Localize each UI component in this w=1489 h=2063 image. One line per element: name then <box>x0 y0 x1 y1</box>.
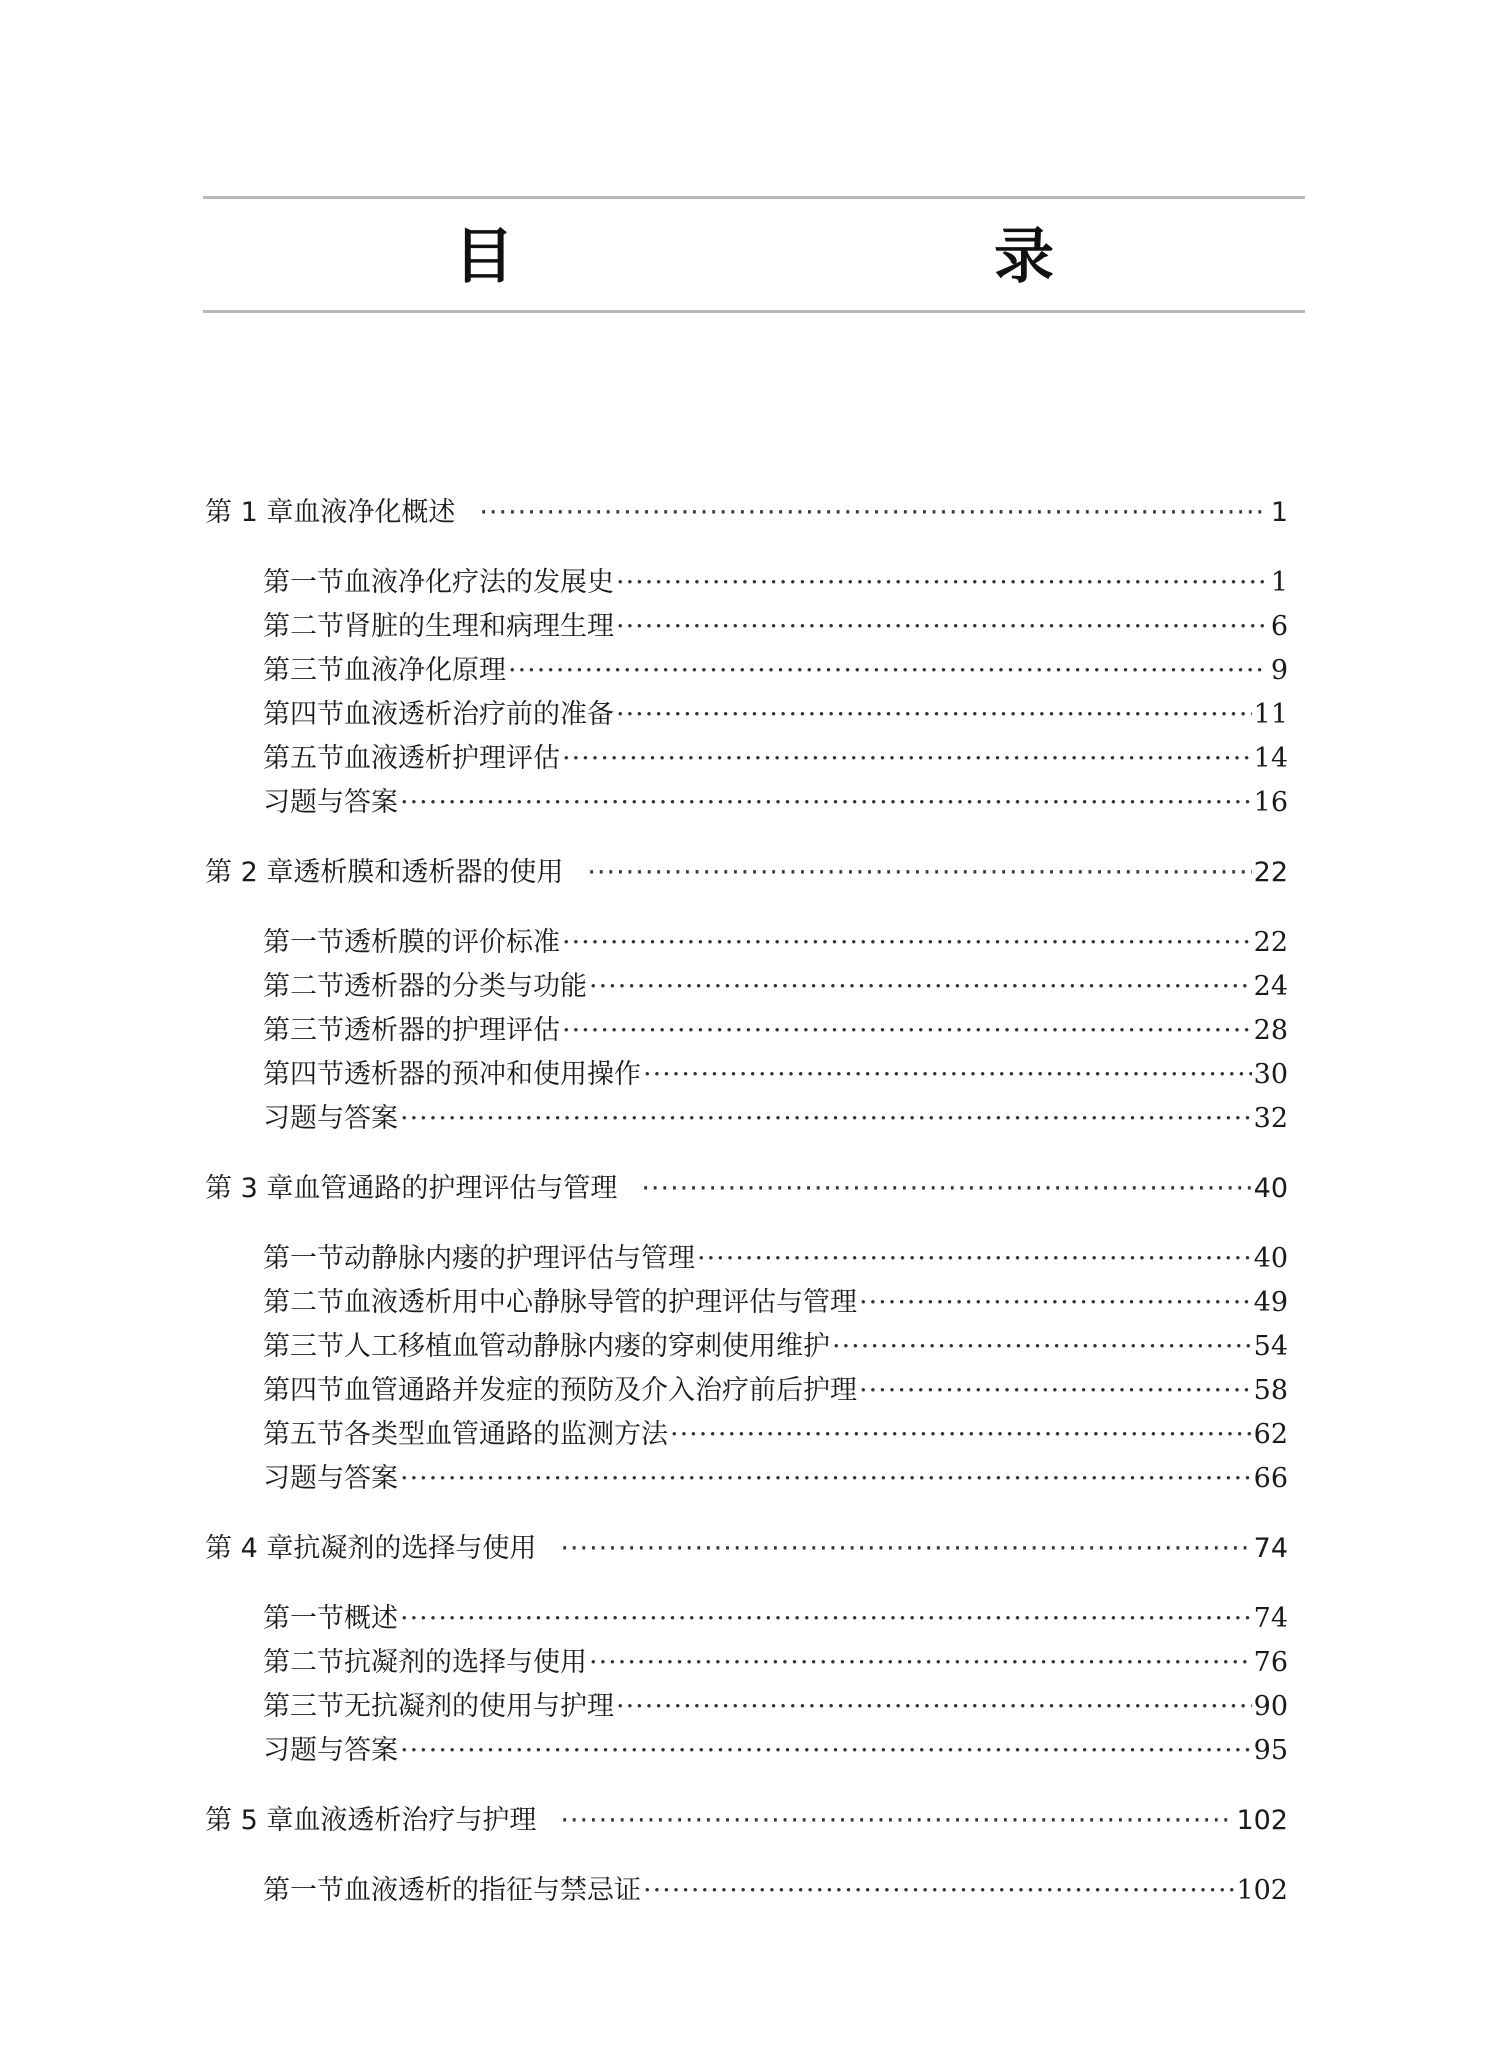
toc-section-entry[interactable] <box>263 1462 1288 1496</box>
toc-leader-dots <box>589 1646 1252 1680</box>
toc-entry-title: 习题与答案 <box>263 1103 398 1134</box>
toc-page-number: 66 <box>1253 1463 1288 1494</box>
toc-entry-label: 第三节 <box>263 655 344 686</box>
toc-section-entry[interactable] <box>263 970 1288 1004</box>
toc-section-entry[interactable] <box>263 1058 1288 1092</box>
toc-page-number: 62 <box>1253 1419 1288 1450</box>
toc-leader-dots <box>560 1532 1251 1566</box>
toc-section-entry[interactable] <box>263 786 1288 820</box>
toc-leader-dots <box>697 1242 1252 1276</box>
toc-page-number: 22 <box>1253 927 1288 958</box>
toc-entry-title: 血液透析护理评估 <box>344 743 560 774</box>
toc-leader-dots <box>832 1330 1252 1364</box>
toc-page-number: 28 <box>1253 1015 1288 1046</box>
toc-page-number: 1 <box>1270 497 1288 528</box>
toc-entry-title: 习题与答案 <box>263 787 398 818</box>
toc-section-entry[interactable] <box>263 1602 1288 1636</box>
toc-section-entry[interactable] <box>263 1418 1288 1452</box>
toc-entry-label: 第二节 <box>263 1647 344 1678</box>
toc-entry-title: 血液净化概述 <box>293 497 456 528</box>
toc-section-entry[interactable] <box>263 1102 1288 1136</box>
toc-chapter-entry[interactable] <box>205 856 1288 890</box>
toc-entry-label: 第四节 <box>263 699 344 730</box>
toc-entry-title: 无抗凝剂的使用与护理 <box>344 1691 614 1722</box>
toc-section-entry[interactable] <box>263 698 1288 732</box>
page-title: 目 录 <box>454 222 1174 292</box>
toc-entry-label: 第 2 章 <box>205 857 294 888</box>
toc-page-number: 1 <box>1270 567 1288 598</box>
toc-page-number: 90 <box>1253 1691 1288 1722</box>
toc-entry-label: 第一节 <box>263 567 344 598</box>
toc-page-number: 24 <box>1253 971 1288 1002</box>
toc-entry-label: 第 1 章 <box>205 497 294 528</box>
toc-section-entry[interactable] <box>263 1330 1288 1364</box>
toc-entry-label: 第四节 <box>263 1059 344 1090</box>
toc-leader-dots <box>562 926 1252 960</box>
toc-leader-dots <box>479 496 1266 530</box>
toc-leader-dots <box>859 1286 1252 1320</box>
toc-entry-label: 第一节 <box>263 927 344 958</box>
toc-leader-dots <box>616 566 1266 600</box>
toc-entry-title: 血管通路并发症的预防及介入治疗前后护理 <box>344 1375 857 1406</box>
toc-entry-title: 血液透析的指征与禁忌证 <box>344 1875 641 1906</box>
toc-leader-dots <box>400 1462 1252 1496</box>
toc-leader-dots <box>508 654 1266 688</box>
toc-page-number: 6 <box>1270 611 1288 642</box>
toc-entry-label: 第五节 <box>263 743 344 774</box>
toc-entry-title: 概述 <box>344 1603 398 1634</box>
toc-entry-title: 透析膜和透析器的使用 <box>293 857 564 888</box>
toc-entry-title: 透析器的预冲和使用操作 <box>344 1059 641 1090</box>
toc-section-entry[interactable] <box>263 1374 1288 1408</box>
toc-leader-dots <box>400 786 1252 820</box>
toc-page-number: 40 <box>1253 1173 1288 1204</box>
toc-page-number: 76 <box>1253 1647 1288 1678</box>
toc-chapter-entry[interactable] <box>205 1532 1288 1566</box>
toc-entry-label: 第一节 <box>263 1875 344 1906</box>
toc-leader-dots <box>670 1418 1252 1452</box>
toc-leader-dots <box>589 970 1252 1004</box>
toc-leader-dots <box>562 742 1252 776</box>
toc-page-number: 102 <box>1236 1805 1288 1836</box>
toc-section-entry[interactable] <box>263 1242 1288 1276</box>
toc-section-entry[interactable] <box>263 1690 1288 1724</box>
toc-leader-dots <box>400 1102 1252 1136</box>
toc-entry-title: 人工移植血管动静脉内瘘的穿刺使用维护 <box>344 1331 830 1362</box>
toc-page-number: 58 <box>1253 1375 1288 1406</box>
toc-leader-dots <box>643 1058 1252 1092</box>
toc-entry-title: 习题与答案 <box>263 1735 398 1766</box>
toc-entry-title: 血液透析治疗与护理 <box>293 1805 537 1836</box>
toc-page-number: 102 <box>1236 1875 1288 1906</box>
toc-chapter-entry[interactable] <box>205 1804 1288 1838</box>
toc-leader-dots <box>587 856 1251 890</box>
toc-page-number: 22 <box>1253 857 1288 888</box>
toc-leader-dots <box>859 1374 1252 1408</box>
toc-page-number: 14 <box>1253 743 1288 774</box>
toc-section-entry[interactable] <box>263 654 1288 688</box>
bottom-rule <box>203 310 1305 313</box>
toc-entry-title: 透析器的分类与功能 <box>344 971 587 1002</box>
toc-entry-label: 第三节 <box>263 1331 344 1362</box>
toc-page-number: 16 <box>1253 787 1288 818</box>
toc-section-entry[interactable] <box>263 1874 1288 1908</box>
toc-section-entry[interactable] <box>263 926 1288 960</box>
toc-leader-dots <box>400 1602 1252 1636</box>
toc-entry-title: 肾脏的生理和病理生理 <box>344 611 614 642</box>
toc-entry-label: 第二节 <box>263 611 344 642</box>
toc-leader-dots <box>641 1172 1251 1206</box>
toc-entry-title: 血液净化疗法的发展史 <box>344 567 614 598</box>
toc-section-entry[interactable] <box>263 1646 1288 1680</box>
toc-page-number: 9 <box>1270 655 1288 686</box>
toc-section-entry[interactable] <box>263 566 1288 600</box>
toc-entry-label: 第三节 <box>263 1691 344 1722</box>
toc-page-number: 40 <box>1253 1243 1288 1274</box>
toc-leader-dots <box>616 610 1266 644</box>
toc-section-entry[interactable] <box>263 742 1288 776</box>
toc-page-number: 30 <box>1253 1059 1288 1090</box>
toc-entry-title: 抗凝剂的选择与使用 <box>344 1647 587 1678</box>
toc-page-number: 74 <box>1253 1603 1288 1634</box>
toc-chapter-entry[interactable] <box>205 1172 1288 1206</box>
toc-entry-label: 第一节 <box>263 1603 344 1634</box>
toc-entry-title: 血液透析用中心静脉导管的护理评估与管理 <box>344 1287 857 1318</box>
toc-leader-dots <box>560 1804 1234 1838</box>
toc-page-number: 95 <box>1253 1735 1288 1766</box>
toc-page-number: 49 <box>1253 1287 1288 1318</box>
toc-section-entry[interactable] <box>263 1734 1288 1768</box>
toc-entry-title: 各类型血管通路的监测方法 <box>344 1419 668 1450</box>
toc-chapter-entry[interactable] <box>205 496 1288 530</box>
toc-entry-label: 第一节 <box>263 1243 344 1274</box>
toc-entry-title: 透析器的护理评估 <box>344 1015 560 1046</box>
toc-entry-label: 第三节 <box>263 1015 344 1046</box>
toc-entry-label: 第 5 章 <box>205 1805 294 1836</box>
toc-entry-title: 透析膜的评价标准 <box>344 927 560 958</box>
toc-entry-title: 动静脉内瘘的护理评估与管理 <box>344 1243 695 1274</box>
toc-entry-label: 第二节 <box>263 1287 344 1318</box>
toc-page-number: 54 <box>1253 1331 1288 1362</box>
top-rule <box>203 196 1305 199</box>
toc-entry-title: 血液净化原理 <box>344 655 506 686</box>
toc-section-entry[interactable] <box>263 1286 1288 1320</box>
toc-page-number: 32 <box>1253 1103 1288 1134</box>
toc-leader-dots <box>400 1734 1252 1768</box>
toc-leader-dots <box>643 1874 1234 1908</box>
toc-entry-title: 抗凝剂的选择与使用 <box>293 1533 537 1564</box>
toc-leader-dots <box>616 698 1252 732</box>
toc-entry-label: 第 3 章 <box>205 1173 294 1204</box>
toc-section-entry[interactable] <box>263 610 1288 644</box>
toc-entry-title: 血液透析治疗前的准备 <box>344 699 614 730</box>
toc-leader-dots <box>616 1690 1252 1724</box>
toc-entry-title: 习题与答案 <box>263 1463 398 1494</box>
toc-page-number: 74 <box>1253 1533 1288 1564</box>
toc-leader-dots <box>562 1014 1252 1048</box>
toc-entry-label: 第五节 <box>263 1419 344 1450</box>
toc-entry-label: 第二节 <box>263 971 344 1002</box>
toc-entry-title: 血管通路的护理评估与管理 <box>293 1173 618 1204</box>
toc-section-entry[interactable] <box>263 1014 1288 1048</box>
toc-entry-label: 第 4 章 <box>205 1533 294 1564</box>
toc-page-number: 11 <box>1253 699 1288 730</box>
toc-entry-label: 第四节 <box>263 1375 344 1406</box>
